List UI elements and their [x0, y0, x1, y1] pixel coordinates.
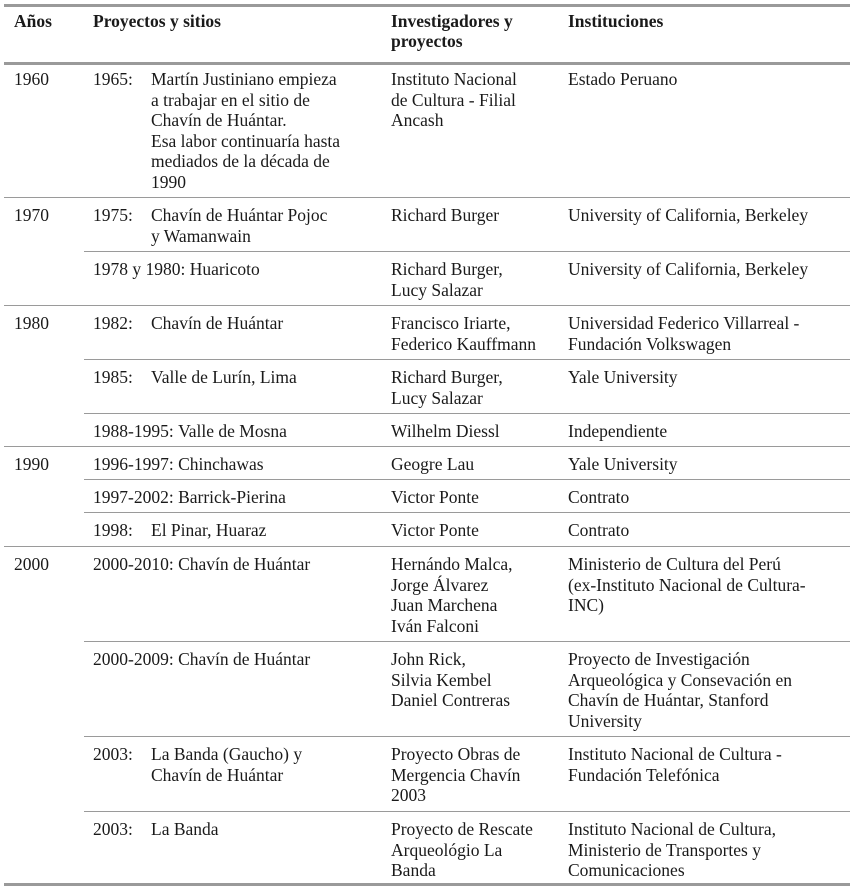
project-line: El Pinar, Huaraz: [151, 520, 267, 540]
institution-cell: [568, 205, 808, 226]
project-year-label: 2003:: [93, 819, 133, 839]
header-researchers-line2: proyectos: [391, 31, 463, 51]
table-bottom-rule: [4, 883, 850, 886]
institution-line: Contrato: [568, 520, 630, 540]
project-line: Chavín de Huántar: [151, 313, 284, 333]
project-line: La Banda (Gaucho) y: [151, 744, 303, 764]
project-year-label: 1988-1995:: [93, 421, 179, 441]
project-text: [178, 421, 287, 442]
researcher-line: Arqueológio La: [391, 839, 503, 860]
researcher-line: Jorge Álvarez: [391, 574, 489, 595]
institution-line: Arqueológica y Consevación en: [568, 669, 793, 690]
project-line: Chavín de Huántar.: [151, 110, 287, 130]
project-line: Valle de Mosna: [178, 421, 287, 441]
researcher-line: Hernándo Malca,: [391, 554, 513, 574]
project-year-label: 1975:: [93, 205, 133, 225]
project-year-label: 1996-1997:: [93, 454, 179, 474]
row-separator: [84, 413, 850, 414]
institution-line: Instituto Nacional de Cultura -: [568, 744, 782, 764]
institution-line: Estado Peruano: [568, 69, 678, 89]
researchers-cell: [391, 649, 510, 711]
researcher-line: Federico Kauffmann: [391, 333, 536, 354]
project-year-label: 1998:: [93, 520, 133, 540]
header-researchers-line1: Investigadores y: [391, 11, 513, 31]
project-text: [178, 487, 286, 508]
institution-cell: [568, 554, 806, 616]
row-separator: [84, 736, 850, 737]
institution-cell: [568, 487, 629, 508]
project-cell: [93, 313, 283, 334]
project-text: [151, 313, 283, 334]
project-text: [151, 520, 266, 541]
project-cell: [93, 520, 266, 541]
researchers-cell: [391, 487, 479, 508]
researcher-line: Proyecto Obras de: [391, 744, 521, 764]
researcher-line: Geogre Lau: [391, 454, 475, 474]
table-top-rule: [4, 4, 850, 7]
project-line: Chavín de Huántar: [151, 764, 284, 785]
project-year-label: 1997-2002:: [93, 487, 179, 507]
decade-separator: [4, 305, 850, 306]
institution-cell: [568, 819, 776, 881]
researcher-line: Lucy Salazar: [391, 387, 483, 408]
decade-label: 1970: [14, 205, 49, 225]
researcher-line: Lucy Salazar: [391, 279, 483, 300]
project-line: Chavín de Huántar: [178, 649, 311, 669]
project-text: [178, 649, 310, 670]
institution-line: Instituto Nacional de Cultura,: [568, 819, 777, 839]
institution-cell: [568, 421, 667, 442]
institution-line: Fundación Volkswagen: [568, 333, 732, 354]
institution-cell: [568, 520, 629, 541]
project-cell: [93, 554, 310, 575]
project-text: [178, 454, 264, 475]
institution-cell: [568, 744, 782, 785]
row-separator: [84, 479, 850, 480]
project-text: [151, 367, 297, 388]
project-line: Martín Justiniano empieza: [151, 69, 337, 89]
decade-label: 1980: [14, 313, 49, 333]
project-line: Barrick-Pierina: [178, 487, 286, 507]
project-line: Esa labor continuaría hasta: [151, 130, 341, 151]
project-cell: [93, 819, 219, 840]
institution-line: (ex-Instituto Nacional de Cultura-: [568, 574, 806, 595]
researchers-cell: [391, 259, 503, 300]
project-cell: [93, 367, 297, 388]
project-line: Chinchawas: [178, 454, 264, 474]
institution-line: Comunicaciones: [568, 860, 685, 880]
row-separator: [84, 512, 850, 513]
header-projects: Proyectos y sitios: [93, 11, 221, 31]
researchers-cell: [391, 205, 499, 226]
project-year-label: 2000-2010:: [93, 554, 179, 574]
institution-line: Universidad Federico Villarreal -: [568, 313, 800, 333]
researchers-cell: [391, 744, 520, 806]
decade-separator: [4, 446, 850, 447]
institution-line: Yale University: [568, 454, 678, 474]
project-cell: [93, 454, 264, 475]
decade-label: 1990: [14, 454, 49, 474]
project-cell: [93, 205, 327, 246]
project-cell: [93, 69, 340, 192]
project-cell: [93, 259, 260, 280]
institution-cell: [568, 259, 808, 280]
researcher-line: 2003: [391, 785, 426, 805]
researcher-line: Proyecto de Rescate: [391, 819, 533, 839]
project-line: a trabajar en el sitio de: [151, 89, 310, 110]
project-line: La Banda: [151, 819, 219, 839]
project-text: [151, 744, 302, 785]
project-line: 1990: [151, 171, 186, 192]
researcher-line: Ancash: [391, 110, 444, 130]
researchers-cell: [391, 69, 517, 131]
institution-line: University of California, Berkeley: [568, 259, 809, 279]
institution-line: INC): [568, 595, 604, 615]
project-line: Chavín de Huántar Pojoc: [151, 205, 328, 225]
decade-separator: [4, 546, 850, 547]
project-line: Chavín de Huántar: [178, 554, 311, 574]
project-line: Huaricoto: [189, 259, 260, 279]
project-line: mediados de la década de: [151, 151, 330, 171]
institution-cell: [568, 313, 799, 354]
row-separator: [84, 251, 850, 252]
institution-cell: [568, 454, 678, 475]
researchers-cell: [391, 421, 500, 442]
row-separator: [84, 811, 850, 812]
researcher-line: Victor Ponte: [391, 520, 479, 540]
researchers-cell: [391, 367, 503, 408]
project-cell: [93, 421, 287, 442]
row-separator: [84, 641, 850, 642]
project-year-label: 1978 y 1980:: [93, 259, 190, 279]
project-cell: [93, 649, 310, 670]
institution-line: Ministerio de Cultura del Perú: [568, 554, 781, 574]
researcher-line: John Rick,: [391, 649, 466, 669]
project-text: [151, 205, 327, 246]
researcher-line: Banda: [391, 860, 436, 880]
institution-line: Fundación Telefónica: [568, 764, 720, 785]
researcher-line: Silvia Kembel: [391, 669, 492, 690]
project-year-label: 2000-2009:: [93, 649, 179, 669]
project-year-label: 2003:: [93, 744, 133, 764]
researcher-line: Mergencia Chavín: [391, 764, 521, 785]
project-line: y Wamanwain: [151, 225, 251, 246]
researchers-cell: [391, 454, 474, 475]
researcher-line: Richard Burger,: [391, 259, 503, 279]
researcher-line: Richard Burger: [391, 205, 500, 225]
institution-line: Chavín de Huántar, Stanford: [568, 690, 769, 710]
project-year-label: 1982:: [93, 313, 133, 333]
researcher-line: Richard Burger,: [391, 367, 503, 387]
project-text: [151, 69, 340, 192]
project-year-label: 1985:: [93, 367, 133, 387]
institution-line: Proyecto de Investigación: [568, 649, 750, 669]
header-years: Años: [14, 11, 52, 31]
project-year-label: 1965:: [93, 69, 133, 89]
project-line: Valle de Lurín, Lima: [151, 367, 297, 387]
researchers-cell: [391, 520, 479, 541]
institution-line: Independiente: [568, 421, 668, 441]
header-researchers: [391, 11, 513, 51]
project-text: [178, 554, 310, 575]
researchers-cell: [391, 554, 512, 636]
researcher-line: Instituto Nacional: [391, 69, 517, 89]
project-text: [190, 259, 260, 280]
institution-line: Contrato: [568, 487, 630, 507]
researcher-line: Francisco Iriarte,: [391, 313, 511, 333]
researcher-line: Wilhelm Diessl: [391, 421, 500, 441]
institution-line: University: [568, 710, 642, 731]
institution-line: University of California, Berkeley: [568, 205, 809, 225]
institution-line: Yale University: [568, 367, 678, 387]
researcher-line: Juan Marchena: [391, 595, 498, 615]
researcher-line: Iván Falconi: [391, 615, 479, 636]
researcher-line: Daniel Contreras: [391, 690, 511, 710]
decade-label: 2000: [14, 554, 49, 574]
project-text: [151, 819, 219, 840]
header-rule: [4, 62, 850, 65]
row-separator: [84, 359, 850, 360]
project-cell: [93, 744, 302, 785]
researchers-cell: [391, 313, 536, 354]
decade-label: 1960: [14, 69, 49, 89]
institution-cell: [568, 69, 677, 90]
researcher-line: Victor Ponte: [391, 487, 479, 507]
researcher-line: de Cultura - Filial: [391, 89, 516, 110]
header-institutions: Instituciones: [568, 11, 664, 31]
institution-cell: [568, 367, 678, 388]
researchers-cell: [391, 819, 533, 881]
project-cell: [93, 487, 286, 508]
institution-line: Ministerio de Transportes y: [568, 839, 761, 860]
decade-separator: [4, 197, 850, 198]
institution-cell: [568, 649, 792, 731]
